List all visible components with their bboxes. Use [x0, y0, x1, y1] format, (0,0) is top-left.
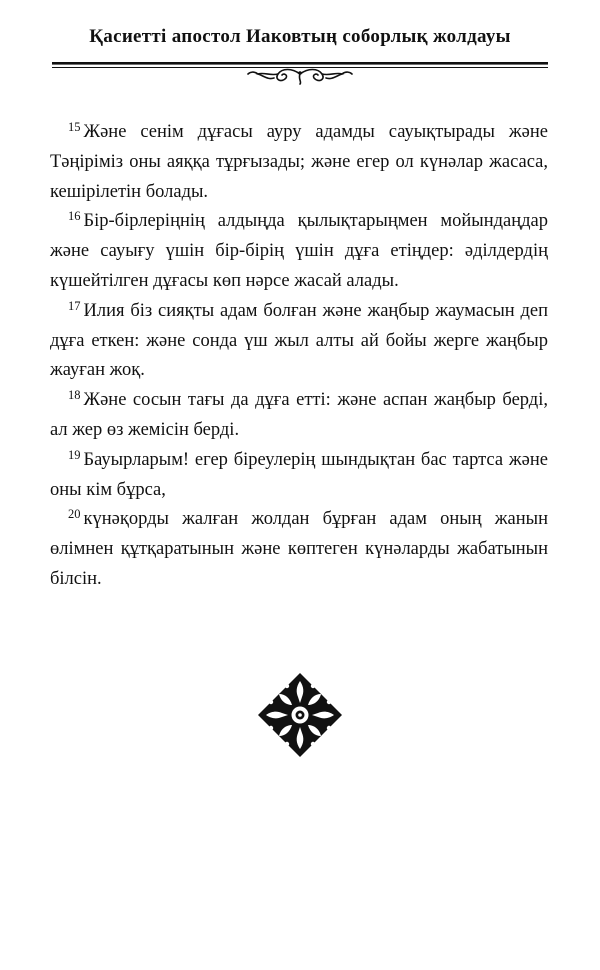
verse-text: Бауырларым! егер біреулерің шындықтан бас тартса және оны кім бұрса,: [50, 449, 548, 500]
page-title: Қасиетті апостол Иаковтың соборлық жолдауы: [89, 26, 511, 47]
verse-text: Және сенім дұғасы ауру адамды сауықтырады және Тәңіріміз оны аяққа тұрғызады; және егер ол күнәлар жасаса, кешірілетін болады.: [50, 122, 548, 202]
verse-17: [50, 297, 548, 386]
verse-20: [50, 505, 548, 594]
verse-text: күнәқорды жалған жолдан бұрған адам оның жанын өлімнен құтқаратынын және көптеген күнәларды жабатынын білсін.: [50, 509, 548, 589]
verse-text: Және сосын тағы да дұға етті: және аспан жаңбыр берді, ал жер өз жемісін берді.: [50, 390, 548, 440]
verse-list: [50, 118, 548, 595]
verse-15: [50, 118, 548, 207]
header-rule: [52, 62, 548, 88]
diamond-cross-icon: [257, 672, 343, 758]
verse-text: Бір-бірлеріңнің алдыңда қылықтарыңмен мойындаңдар және сауығу үшін бір-бірің үшін дұға етіңдер: әділдердің күшейтілген дұғасы көп нәрсе жасай алады.: [50, 211, 548, 291]
verse-number: 20: [68, 507, 81, 522]
scroll-flourish-icon: [248, 70, 352, 85]
verse-number: 19: [68, 447, 81, 462]
verse-19: [50, 446, 548, 506]
verse-16: [50, 207, 548, 296]
verse-number: 15: [68, 120, 81, 134]
verse-18: [50, 386, 548, 446]
verse-text: Илия біз сияқты адам болған және жаңбыр жаумасын деп дұға еткен: және сонда үш жыл алты ай бойы жерге жаңбыр жауған жоқ.: [50, 300, 548, 381]
verse-number: 17: [68, 298, 81, 313]
verse-number: 18: [68, 388, 81, 403]
verse-number: 16: [68, 209, 81, 224]
